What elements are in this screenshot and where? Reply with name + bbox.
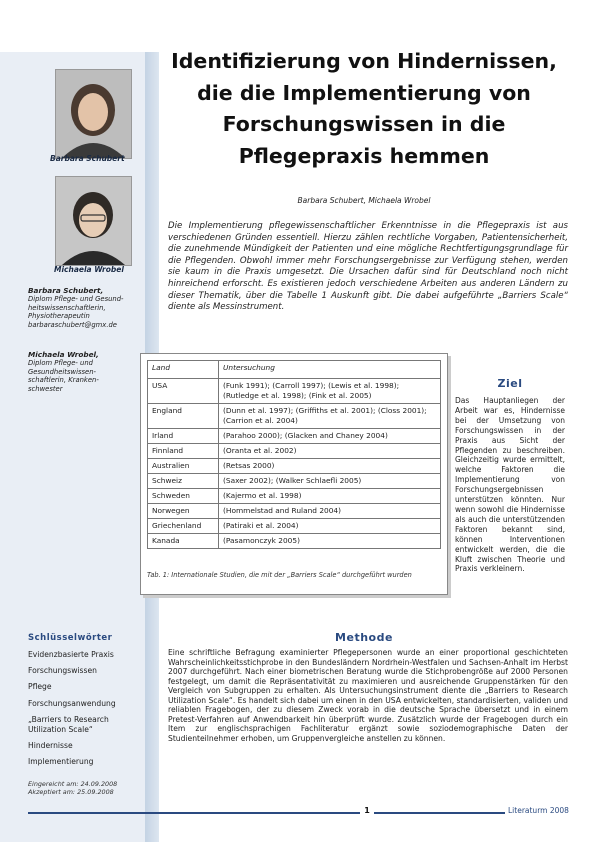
table-cell: (Hommelstad and Ruland 2004) (219, 504, 441, 519)
submission-dates (28, 781, 117, 797)
table-cell: Irland (148, 429, 219, 444)
table-cell: Australien (148, 459, 219, 474)
table-cell: Finnland (148, 444, 219, 459)
author-detail: Diplom Pflege- und (28, 359, 93, 368)
table-row (148, 444, 441, 459)
table-row (148, 534, 441, 549)
byline: Barbara Schubert, Michaela Wrobel (297, 196, 431, 205)
table-row (148, 504, 441, 519)
page-number: 1 (360, 806, 374, 815)
table-row (148, 429, 441, 444)
table-header: Untersuchung (219, 361, 441, 379)
author-detail: Diplom Pflege- und Gesund- (28, 295, 124, 304)
journal-name: Literaturm 2008 (505, 806, 572, 815)
title-line: Pflegepraxis hemmen (238, 143, 490, 168)
author-detail: schwester (28, 384, 63, 393)
section-heading-ziel: Ziel (497, 377, 523, 390)
table-cell: Norwegen (148, 504, 219, 519)
date-line: Eingereicht am: 24.09.2008 (28, 780, 118, 788)
table-cell: Schweden (148, 489, 219, 504)
table-row (148, 459, 441, 474)
table-cell: (Retsas 2000) (219, 459, 441, 474)
author-info-wrobel (28, 351, 146, 393)
page-title (164, 46, 564, 172)
keyword-item: Evidenzbasierte Praxis (28, 650, 114, 659)
author-photo-schubert (55, 69, 132, 159)
table-cell: (Funk 1991); (Carroll 1997); (Lewis et al. 1998); (Rutledge et al. 1998); (Fink et al. 2005) (219, 379, 441, 404)
keyword-item: Implementierung (28, 757, 94, 767)
table-caption: Tab. 1: Internationale Studien, die mit der „Barriers Scale“ durchgeführt wurden (147, 571, 412, 579)
author-name: Barbara Schubert, (28, 286, 104, 295)
table-cell: Kanada (148, 534, 219, 549)
table-row (148, 474, 441, 489)
table-cell: Schweiz (148, 474, 219, 489)
table-row (148, 379, 441, 404)
title-line: die die Implementierung von (197, 80, 531, 105)
photo-caption: Barbara Schubert (50, 154, 125, 163)
author-detail: heitswissenschaftlerin, (28, 303, 106, 312)
table-cell: England (148, 404, 219, 429)
table-cell: (Oranta et al. 2002) (219, 444, 441, 459)
table-cell: (Patiraki et al. 2004) (219, 519, 441, 534)
date-line: Akzeptiert am: 25.09.2008 (28, 787, 114, 796)
keywords-list (28, 650, 148, 774)
author-info-schubert (28, 287, 146, 329)
title-line: Forschungswissen in die (222, 112, 506, 136)
studies-table-box (140, 353, 448, 595)
keyword-item: Hindernisse (28, 741, 73, 751)
keyword-item: „Barriers to Research Utilization Scale“ (28, 714, 109, 735)
table-cell: (Dunn et al. 1997); (Griffiths et al. 2001); (Closs 2001); (Carrion et al. 2004) (219, 404, 441, 429)
table-cell: (Kajermo et al. 1998) (219, 489, 441, 504)
author-email[interactable]: barbaraschubert@gmx.de (28, 320, 117, 329)
photo-caption: Michaela Wrobel (54, 265, 124, 274)
keyword-item: Forschungswissen (28, 666, 97, 676)
footer-rule (28, 812, 568, 814)
author-detail: Physiotherapeutin (28, 312, 90, 321)
table-row (148, 404, 441, 429)
keyword-item: Forschungsanwendung (28, 698, 116, 708)
table-cell: Griechenland (148, 519, 219, 534)
table-cell: (Pasamonczyk 2005) (219, 534, 441, 549)
author-detail: schaftlerin, Kranken- (28, 376, 99, 385)
author-name: Michaela Wrobel, (28, 350, 99, 359)
table-row (148, 519, 441, 534)
studies-table (147, 360, 441, 549)
keywords-heading: Schlüsselwörter (28, 633, 113, 643)
table-row (148, 489, 441, 504)
author-detail: Gesundheitswissen- (28, 367, 96, 376)
section-text-ziel: Das Hauptanliegen der Arbeit war es, Hindernisse bei der Umsetzung von Forschungswissen in der Praxis aus Sicht der Pflegenden zu beschreiben. Gleichzeitig wurde ermittelt, welche Faktoren die Implementierung von Forschungsergebnissen unterstützen könnten. Nur wenn sowohl die Hindernisse als auch die unterstützenden Faktoren bekannt sind, können Interventionen entwickelt werden, die die Kluft zwischen Theorie und Praxis verkleinern. (455, 396, 565, 574)
section-text-methode: Eine schriftliche Befragung examinierter Pflegepersonen wurde an einer proportional geschichteten Wahrscheinlichkeitsstichprobe in den Bundesländern Nordrhein-Westfalen und Sachsen-Anhalt im Herbst 2007 durchgeführt. Nach einer biometrischen Beratung wurde die Stichprobengröße auf 2000 Personen festgelegt, um damit die Repräsentativität zu maximieren und ausreichende Gruppenstärken für den Vergleich von Subgruppen zu erhalten. Als Untersuchungsinstrument diente die „Barriers to Research Utilization Scale“. Es handelt sich dabei um einen in den USA entwickelten, standardisierten, validen und reliablen Fragebogen, der zu diesem Zweck vorab in die deutsche Sprache übersetzt und in einem Pretest-Verfahren auf Anwendbarkeit hin überprüft wurde. Zusätzlich wurde der Fragebogen durch ein Item zur englischsprachigen Fachliteratur ergänzt sowie soziodemographische Daten der Studienteilnehmer erhoben, um Gruppenvergleiche anstellen zu können. (168, 648, 568, 743)
table-cell: USA (148, 379, 219, 404)
table-cell: (Saxer 2002); (Walker Schlaefli 2005) (219, 474, 441, 489)
section-heading-methode: Methode (335, 631, 393, 644)
table-header: Land (148, 361, 219, 379)
abstract: Die Implementierung pflegewissenschaftlicher Erkenntnisse in die Pflegepraxis ist aus verschiedenen Gründen essentiell. Hierzu zählen rechtliche Vorgaben, Patientensicherheit, die zunehmende Mündigkeit der Patienten und eine mögliche Rechtfertigungsgrundlage für die Pflegenden. Obwohl immer mehr Forschungsergebnisse zur Verfügung stehen, werden sie kaum in die Praxis umgesetzt. Die Ursachen dafür sind für Deutschland noch nicht hinreichend erforscht. Es existieren jedoch verschiedene Arbeiten aus anderen Ländern zu dieser Thematik, über die Tabelle 1 Auskunft gibt. Die dabei aufgeführte „Barriers Scale“ diente als Messinstrument. (168, 221, 568, 313)
author-photo-wrobel (55, 176, 132, 266)
title-line: Identifizierung von Hindernissen, (171, 49, 557, 73)
keyword-item: Pflege (28, 682, 52, 692)
table-cell: (Parahoo 2000); (Glacken and Chaney 2004) (219, 429, 441, 444)
